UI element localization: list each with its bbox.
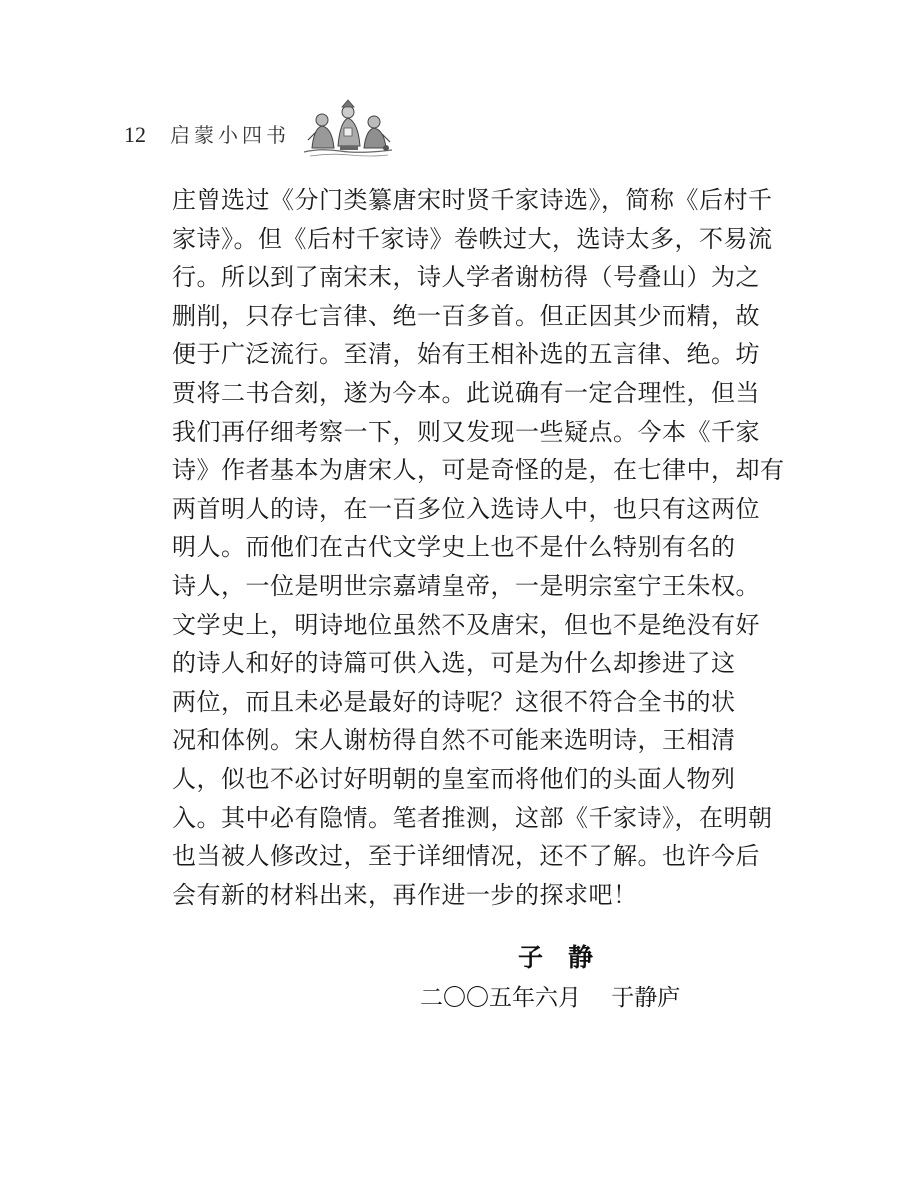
text-line: 诗人，一位是明世宗嘉靖皇帝，一是明宗室宁王朱权。 bbox=[172, 571, 760, 600]
text-line: 也当被人修改过，至于详细情况，还不了解。也许今后 bbox=[172, 842, 760, 871]
running-header bbox=[0, 0, 913, 170]
text-line: 诗》作者基本为唐宋人，可是奇怪的是，在七律中，却有 bbox=[172, 456, 785, 485]
text-line: 会有新的材料出来，再作进一步的探求吧！ bbox=[172, 880, 638, 909]
text-line: 两首明人的诗，在一百多位入选诗人中，也只有这两位 bbox=[172, 494, 760, 523]
text-line: 便于广泛流行。至清，始有王相补选的五言律、绝。坊 bbox=[172, 340, 760, 369]
text-line: 贾将二书合刻，遂为今本。此说确有一定合理性，但当 bbox=[172, 378, 760, 407]
text-line: 庄曾选过《分门类纂唐宋时贤千家诗选》，简称《后村千 bbox=[172, 186, 773, 214]
text-line: 况和体例。宋人谢枋得自然不可能来选明诗，王相清 bbox=[172, 726, 736, 755]
signature-date-place: 二〇〇五年六月 于静庐 bbox=[420, 985, 681, 1011]
text-line: 的诗人和好的诗篇可供入选，可是为什么却掺进了这 bbox=[172, 649, 736, 678]
text-line: 两位，而且未必是最好的诗呢？这很不符合全书的状 bbox=[172, 687, 736, 716]
text-line: 行。所以到了南宋末，诗人学者谢枋得（号叠山）为之 bbox=[172, 263, 760, 292]
text-line: 入。其中必有隐情。笔者推测，这部《千家诗》，在明朝 bbox=[172, 803, 773, 832]
page-number: 12 bbox=[124, 122, 146, 147]
text-line: 我们再仔细考察一下，则又发现一些疑点。今本《千家 bbox=[172, 417, 760, 446]
author-signature: 子 静 bbox=[518, 943, 594, 972]
book-title: 启蒙小四书 bbox=[170, 123, 290, 147]
text-line: 删削，只存七言律、绝一百多首。但正因其少而精，故 bbox=[172, 301, 760, 330]
text-line: 人，似也不必讨好明朝的皇室而将他们的头面人物列 bbox=[172, 764, 736, 793]
text-line: 家诗》。但《后村千家诗》卷帙过大，选诗太多，不易流 bbox=[172, 224, 773, 253]
scholars-illustration-icon bbox=[300, 98, 396, 160]
text-line: 文学史上，明诗地位虽然不及唐宋，但也不是绝没有好 bbox=[172, 610, 760, 639]
body-text bbox=[172, 181, 785, 914]
text-line: 明人。而他们在古代文学史上也不是什么特别有名的 bbox=[172, 533, 736, 562]
